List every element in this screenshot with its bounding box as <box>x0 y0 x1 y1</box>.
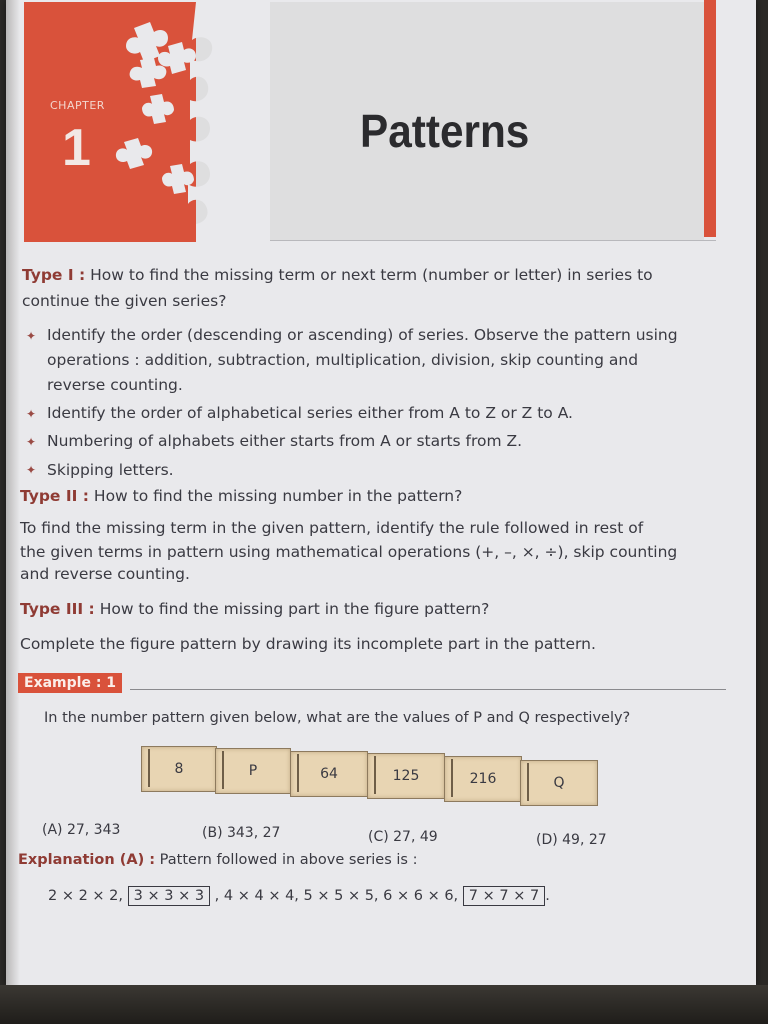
bullet-icon: ✦ <box>26 329 37 343</box>
sequence-item: 64 <box>290 751 368 797</box>
type2-heading <box>20 484 462 508</box>
bullet-1-line1: Identify the order (descending or ascending) of series. Observe the pattern using <box>47 326 678 344</box>
explanation-line <box>18 852 417 868</box>
type3-question: How to find the missing part in the figure pattern? <box>99 600 490 618</box>
expr-answer-box-q: 7 × 7 × 7 <box>463 886 545 906</box>
type3-heading <box>20 597 489 621</box>
expr-answer-box-p: 3 × 3 × 3 <box>128 886 210 906</box>
type1-line1: How to find the missing term or next term (number or letter) in series to <box>90 266 653 284</box>
option-a: (A) 27, 343 <box>42 822 121 838</box>
page-spine-shadow <box>6 0 20 985</box>
type3-line1: Complete the figure pattern by drawing its incomplete part in the pattern. <box>20 635 596 653</box>
sequence-item: 8 <box>141 746 217 792</box>
sequence-item: Q <box>520 760 598 806</box>
example-tag: Example : 1 <box>18 673 122 693</box>
sequence-item: 125 <box>367 753 445 799</box>
sequence-item: P <box>215 748 291 794</box>
table-surface <box>0 985 768 1024</box>
type1-label: Type I : <box>22 266 86 284</box>
type2-label: Type II : <box>20 487 89 505</box>
bullet-icon: ✦ <box>26 463 37 477</box>
explanation-text: Pattern followed in above series is : <box>159 852 418 868</box>
bullet-2-line1: Identify the order of alphabetical series either from A to Z or Z to A. <box>47 404 573 422</box>
bullet-1-line2: operations : addition, subtraction, multiplication, division, skip counting and <box>47 351 639 369</box>
bullet-4-line1: Skipping letters. <box>47 461 174 479</box>
option-b: (B) 343, 27 <box>202 825 281 841</box>
type2-line3: and reverse counting. <box>20 565 190 583</box>
expr-first-term: 2 × 2 × 2, <box>48 888 124 904</box>
type2-line1: To find the missing term in the given pattern, identify the rule followed in rest of <box>20 519 644 537</box>
example-question: In the number pattern given below, what are the values of P and Q respectively? <box>44 710 631 726</box>
explanation-label: Explanation (A) : <box>18 852 156 868</box>
bullet-icon: ✦ <box>26 407 37 421</box>
type2-question: How to find the missing number in the pattern? <box>93 487 463 505</box>
type1-paragraph <box>22 263 732 287</box>
header-accent-stripe <box>704 0 716 237</box>
example-divider <box>130 689 726 690</box>
explanation-expression <box>48 888 550 904</box>
chapter-number: 1 <box>62 119 91 177</box>
bullet-1-line3: reverse counting. <box>47 376 183 394</box>
type1-line2: continue the given series? <box>22 292 227 310</box>
sequence-item: 216 <box>444 756 522 802</box>
expr-end: . <box>545 888 550 904</box>
type2-line2: the given terms in pattern using mathematical operations (+, –, ×, ÷), skip counting <box>20 543 678 561</box>
type3-label: Type III : <box>20 600 95 618</box>
chapter-title: Patterns <box>360 105 530 157</box>
chapter-label: CHAPTER <box>50 99 105 112</box>
puzzle-pieces-graphic <box>110 0 270 245</box>
option-d: (D) 49, 27 <box>536 832 607 848</box>
option-c: (C) 27, 49 <box>368 829 438 845</box>
bullet-icon: ✦ <box>26 435 37 449</box>
header-divider <box>196 240 716 241</box>
expr-middle-terms: , 4 × 4 × 4, 5 × 5 × 5, 6 × 6 × 6, <box>214 888 459 904</box>
bullet-3-line1: Numbering of alphabets either starts from A or starts from Z. <box>47 432 523 450</box>
